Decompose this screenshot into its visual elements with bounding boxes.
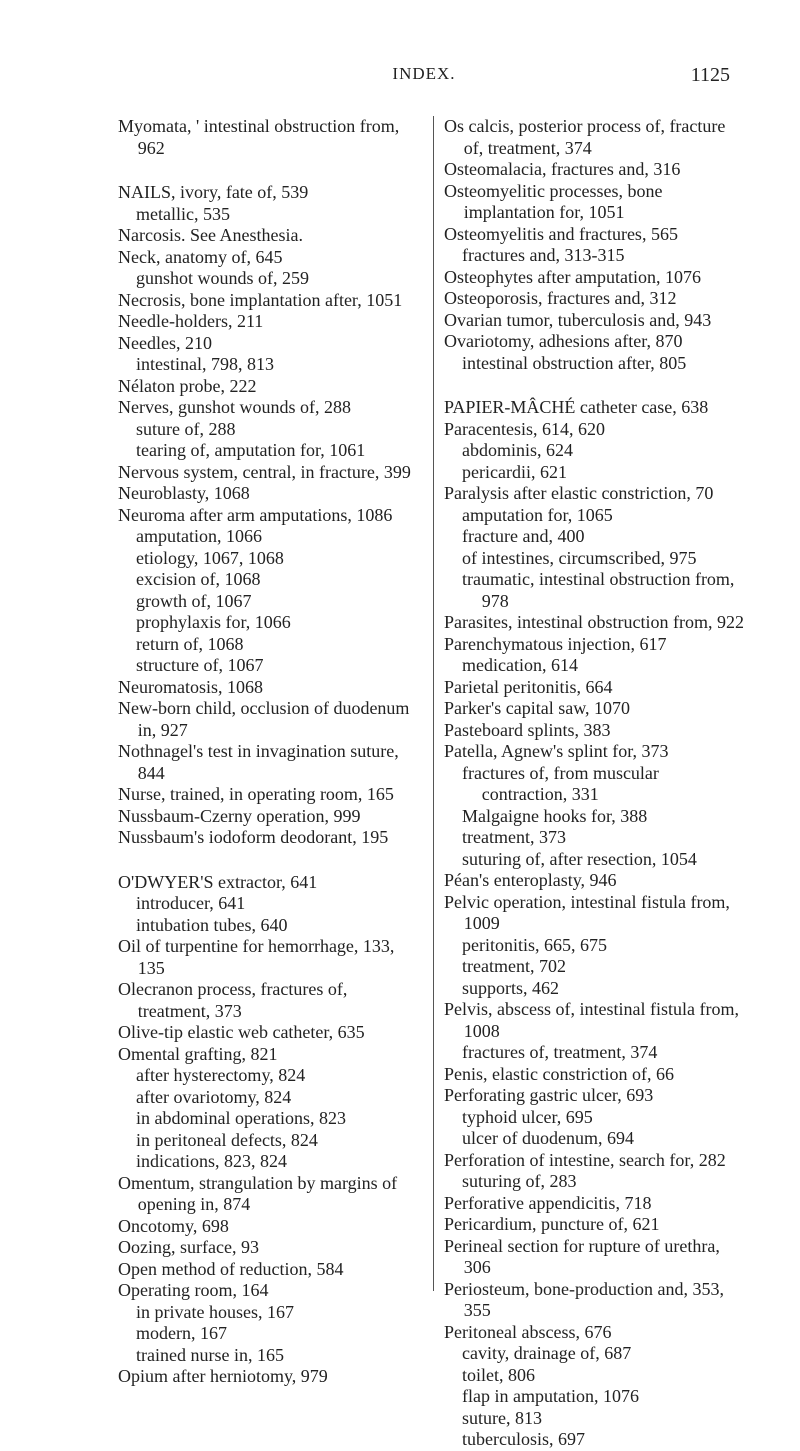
index-entry: Oncotomy, 698: [118, 1215, 229, 1236]
index-entry: Nurse, trained, in operating room, 165: [118, 784, 394, 804]
index-entry: Neuroblasty, 1068: [118, 483, 250, 503]
index-subentry: amputation, 1066: [136, 526, 262, 546]
index-entry: Needles, 210: [118, 332, 212, 353]
index-subentry: etiology, 1067, 1068: [136, 547, 284, 568]
index-entry: Open method of reduction, 584: [118, 1258, 344, 1279]
index-entry: Os calcis, posterior process of, fracture of, treatment, 374: [444, 116, 726, 158]
index-subentry: in private houses, 167: [136, 1301, 294, 1322]
index-entry: Osteomyelitic processes, bone implantation for, 1051: [444, 180, 663, 222]
index-entry: Oozing, surface, 93: [118, 1237, 259, 1257]
index-entry: Nothnagel's test in invagination suture, 844: [118, 741, 399, 783]
index-entry: Péan's enteroplasty, 946: [444, 870, 617, 890]
index-subentry: fractures of, from muscular contraction, 331: [462, 762, 659, 804]
index-entry: Pasteboard splints, 383: [444, 719, 611, 740]
index-entry: Parenchymatous injection, 617: [444, 633, 667, 654]
index-subentry: pericardii, 621: [462, 461, 567, 482]
index-entry: Parasites, intestinal obstruction from, 922: [444, 612, 744, 632]
index-subentry: suturing of, 283: [462, 1171, 577, 1191]
index-subentry: medication, 614: [462, 655, 578, 675]
index-subentry: flap in amputation, 1076: [462, 1386, 639, 1406]
index-subentry: in peritoneal defects, 824: [136, 1129, 318, 1150]
index-entry: NAILS, ivory, fate of, 539: [118, 182, 309, 202]
index-entry: Nélaton probe, 222: [118, 375, 257, 396]
index-subentry: fractures of, treatment, 374: [462, 1042, 658, 1062]
index-entry: Perforative appendicitis, 718: [444, 1192, 652, 1213]
index-entry: Periosteum, bone-production and, 353, 355: [444, 1278, 724, 1320]
index-entry: Ovarian tumor, tuberculosis and, 943: [444, 309, 712, 330]
index-subentry: cavity, drainage of, 687: [462, 1343, 632, 1363]
index-subentry: excision of, 1068: [136, 569, 261, 589]
index-entry: Peritoneal abscess, 676: [444, 1321, 612, 1342]
section-gap: [118, 159, 420, 182]
index-subentry: after hysterectomy, 824: [136, 1065, 306, 1085]
index-subentry: tearing of, amputation for, 1061: [136, 440, 366, 460]
index-subentry: intubation tubes, 640: [136, 914, 288, 935]
index-entry: Neck, anatomy of, 645: [118, 246, 283, 267]
index-subentry: intestinal obstruction after, 805: [462, 352, 687, 373]
index-subentry: indications, 823, 824: [136, 1151, 287, 1171]
index-subentry: toilet, 806: [462, 1364, 535, 1385]
index-subentry: metallic, 535: [136, 203, 230, 224]
index-subentry: of intestines, circumscribed, 975: [462, 547, 697, 568]
index-entry: Patella, Agnew's splint for, 373: [444, 741, 669, 761]
index-subentry: suture, 813: [462, 1407, 542, 1428]
index-subentry: treatment, 702: [462, 956, 566, 976]
index-subentry: return of, 1068: [136, 633, 244, 654]
index-subentry: after ovariotomy, 824: [136, 1086, 292, 1107]
index-subentry: traumatic, intestinal obstruction from, 978: [462, 569, 735, 611]
index-subentry: amputation for, 1065: [462, 504, 613, 525]
page-title: INDEX.: [392, 64, 456, 83]
index-subentry: tuberculosis, 697: [462, 1429, 585, 1449]
index-entry: Operating room, 164: [118, 1280, 269, 1300]
index-entry: Neuromatosis, 1068: [118, 676, 263, 697]
index-subentry: abdominis, 624: [462, 440, 573, 460]
index-entry: Pericardium, puncture of, 621: [444, 1214, 660, 1234]
page-number: 1125: [690, 64, 730, 86]
index-entry: Olecranon process, fractures of, treatment, 373: [118, 979, 348, 1021]
index-subentry: Malgaigne hooks for, 388: [462, 805, 648, 826]
index-subentry: modern, 167: [136, 1323, 227, 1343]
index-entry: Paralysis after elastic constriction, 70: [444, 483, 714, 503]
index-entry: Osteomalacia, fractures and, 316: [444, 159, 681, 179]
left-index-column: [118, 116, 420, 1388]
index-entry: Ovariotomy, adhesions after, 870: [444, 331, 683, 351]
index-entry: Parietal peritonitis, 664: [444, 676, 613, 697]
index-entry: Nerves, gunshot wounds of, 288: [118, 397, 351, 417]
index-entry: Perforating gastric ulcer, 693: [444, 1085, 654, 1105]
index-subentry: supports, 462: [462, 977, 560, 998]
index-subentry: typhoid ulcer, 695: [462, 1106, 593, 1127]
index-subentry: peritonitis, 665, 675: [462, 934, 607, 955]
index-entry: Narcosis. See Anesthesia.: [118, 225, 303, 245]
index-entry: New-born child, occlusion of duodenum in, 927: [118, 698, 410, 740]
index-subentry: gunshot wounds of, 259: [136, 268, 310, 288]
index-subentry: fractures and, 313-315: [462, 245, 625, 265]
index-entry: Pelvis, abscess of, intestinal fistula from, 1008: [444, 999, 739, 1041]
index-subentry: growth of, 1067: [136, 590, 252, 611]
index-entry: Pelvic operation, intestinal fistula from, 1009: [444, 891, 730, 933]
index-entry: Osteoporosis, fractures and, 312: [444, 288, 677, 308]
index-entry: Parker's capital saw, 1070: [444, 698, 631, 718]
index-subentry: trained nurse in, 165: [136, 1344, 284, 1365]
section-gap: [444, 374, 746, 397]
index-subentry: intestinal, 798, 813: [136, 354, 274, 374]
index-entry: Paracentesis, 614, 620: [444, 418, 605, 439]
index-entry: Perineal section for rupture of urethra, 306: [444, 1235, 720, 1277]
index-subentry: suture of, 288: [136, 418, 236, 439]
index-entry: O'DWYER'S extractor, 641: [118, 871, 318, 892]
page-header: [118, 64, 730, 94]
index-entry: Osteomyelitis and fractures, 565: [444, 223, 678, 244]
index-entry: Neuroma after arm amputations, 1086: [118, 504, 393, 525]
index-subentry: in abdominal operations, 823: [136, 1108, 346, 1128]
index-subentry: structure of, 1067: [136, 655, 264, 675]
index-subentry: introducer, 641: [136, 893, 246, 913]
index-entry: PAPIER-MÂCHÉ catheter case, 638: [444, 397, 709, 417]
index-entry: Nussbaum-Czerny operation, 999: [118, 805, 361, 826]
index-entry: Nussbaum's iodoform deodorant, 195: [118, 827, 389, 847]
index-subentry: fracture and, 400: [462, 526, 585, 546]
index-subentry: ulcer of duodenum, 694: [462, 1128, 634, 1148]
index-entry: Necrosis, bone implantation after, 1051: [118, 289, 403, 310]
index-subentry: prophylaxis for, 1066: [136, 612, 291, 632]
section-gap: [118, 849, 420, 872]
index-entry: Oil of turpentine for hemorrhage, 133, 135: [118, 936, 395, 978]
index-entry: Opium after herniotomy, 979: [118, 1366, 328, 1386]
index-subentry: treatment, 373: [462, 827, 566, 847]
index-entry: Myomata, ' intestinal obstruction from, 962: [118, 116, 400, 158]
index-entry: Perforation of intestine, search for, 282: [444, 1149, 726, 1170]
index-entry: Needle-holders, 211: [118, 311, 264, 331]
right-index-column: [433, 116, 746, 1449]
index-entry: Omental grafting, 821: [118, 1043, 278, 1064]
index-subentry: suturing of, after resection, 1054: [462, 848, 697, 869]
index-entry: Omentum, strangulation by margins of opening in, 874: [118, 1172, 398, 1214]
index-entry: Nervous system, central, in fracture, 399: [118, 461, 411, 482]
index-entry: Osteophytes after amputation, 1076: [444, 266, 701, 287]
index-entry: Olive-tip elastic web catheter, 635: [118, 1022, 365, 1042]
index-entry: Penis, elastic constriction of, 66: [444, 1063, 674, 1084]
